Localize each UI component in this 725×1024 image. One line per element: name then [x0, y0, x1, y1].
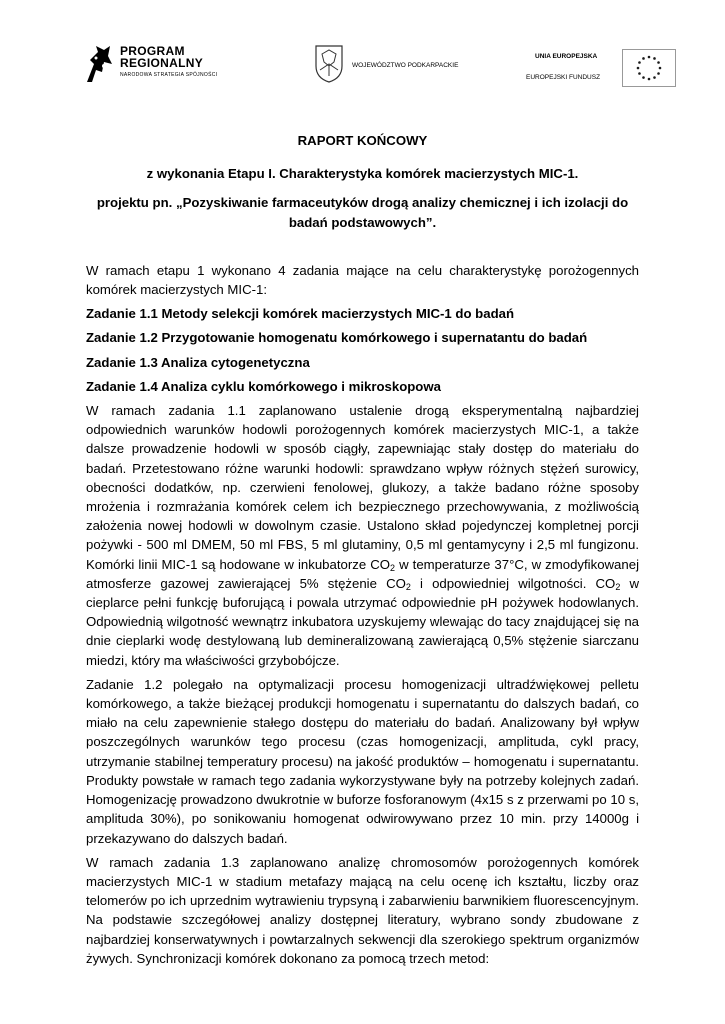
- paragraph-task-1-1: [86, 401, 639, 670]
- eu-star-icon: [659, 67, 662, 70]
- project-name: projektu pn. „Pozyskiwanie farmaceutyków drogą analizy chemicznej i ich izolacji do badań podstawowych”.: [96, 195, 629, 230]
- program-regionalny-wordmark: [120, 45, 203, 69]
- program-logo-line2: REGIONALNY: [120, 56, 204, 70]
- document-body: [86, 131, 639, 968]
- paragraph-text: w temperaturze 37°C, w zmodyfikowanej atmosferze gazowej zawierającej 5% stężenie CO: [86, 556, 639, 591]
- subscript: 2: [615, 581, 621, 592]
- eu-star-icon: [657, 61, 660, 64]
- intro-paragraph: W ramach etapu 1 wykonano 4 zadania mające na celu charakterystykę porożogennych komórek macierzystych MIC-1:: [86, 262, 639, 298]
- program-regionalny-logo: [84, 40, 234, 90]
- eu-star-icon: [648, 56, 651, 59]
- document-subtitle: z wykonania Etapu I. Charakterystyka komórek macierzystych MIC-1.: [146, 166, 579, 182]
- eu-star-icon: [648, 78, 651, 81]
- task-1-2: Zadanie 1.2 Przygotowanie homogenatu komórkowego i supernatantu do badań: [86, 330, 588, 346]
- paragraph-text: W ramach zadania 1.1 zaplanowano ustalenie drogą eksperymentalną najbardziej odpowiednich warunków hodowli porożogennych komórek macierzystych MIC-1, a także dalsze prowadzenie hodowli w sposób ciągły, zapewniając stały dostęp do materiału do badań. Przetestowano różne warunki hodowli: sprawdzano wpływ różnych stężeń surowicy, obecności dodatków, np. czerwieni fenolowej, glukozy, a także badano różne sposoby mrożenia i rozmrażania komórek celem ich bezpiecznego przechowywania, z możliwością założenia nowej hodowli w dowolnym czasie. Ustalono skład pojedynczej kompletnej porcji pożywki - 500 ml DMEM, 50 ml FBS, 5 ml glutaminy, 0,5 ml gentamycyny i 2,5 ml fungizonu. Komórki linii MIC-1 są hodowane w inkubatorze CO: [86, 403, 639, 572]
- eu-star-icon: [637, 67, 640, 70]
- eu-flag-icon: [622, 49, 676, 87]
- eu-label-bottom: EUROPEJSKI FUNDUSZ: [526, 74, 601, 81]
- eu-star-icon: [653, 76, 656, 79]
- coat-of-arms-icon: [314, 44, 344, 84]
- paragraph-task-1-2: Zadanie 1.2 polegało na optymalizacji procesu homogenizacji ultradźwiękowej pelletu komórkowego, a także bieżącej produkcji homogenatu i supernatantu do dalszych badań, co miało na celu zapewnienie stałego dostępu do materiału do badań. Analizowany był wpływ poszczególnych warunków tego procesu (czas homogenizacji, amplituda, cykl pracy, utrzymanie stabilnej temperatury procesu) na jakość produktów – homogenatu i supernatantu. Produkty powstałe w ramach tego zadania wykorzystywane były na potrzeby kolejnych zadań. Homogenizację prowadzono dwukrotnie w buforze fosforanowym (4x15 s z przerwami po 10 s, amplituda 30%), po sonikowaniu homogenat odwirowywano przez 10 min. przy 14000g i przekazywano do dalszych badań.: [86, 676, 639, 846]
- program-regionalny-emblem-icon: [84, 42, 114, 86]
- task-1-1: Zadanie 1.1 Metody selekcji komórek macierzystych MIC-1 do badań: [86, 306, 515, 322]
- paragraph-text: i odpowiedniej wilgotności. CO: [410, 575, 616, 591]
- task-1-4: Zadanie 1.4 Analiza cyklu komórkowego i mikroskopowa: [86, 378, 441, 394]
- page-header: [0, 0, 725, 100]
- region-label: WOJEWÓDZTWO PODKARPACKIE: [352, 62, 459, 69]
- eu-label-top: UNIA EUROPEJSKA: [535, 53, 598, 60]
- task-1-3: Zadanie 1.3 Analiza cytogenetyczna: [86, 354, 310, 370]
- eu-star-icon: [653, 57, 656, 60]
- program-logo-tagline: NARODOWA STRATEGIA SPÓJNOŚCI: [120, 72, 218, 78]
- eu-star-icon: [638, 72, 641, 75]
- wojewodztwo-logo: [314, 44, 484, 88]
- subscript: 2: [405, 581, 411, 592]
- eu-star-icon: [642, 57, 645, 60]
- paragraph-text: w cieplarce pełni funkcję buforującą i powala utrzymać odpowiednie pH pożywek hodowlanych. Odpowiednią wilgotność wewnątrz inkubatora uzyskujemy wlewając do tacy znajdującej się na dnie cieplarki wodę destylowaną lub demineralizowaną zawierającą 0,5% stężenie siarczanu miedzi, który ma właściwości grzybobójcze.: [86, 575, 639, 668]
- eu-star-icon: [638, 61, 641, 64]
- subscript: 2: [390, 562, 396, 573]
- paragraph-task-1-3: W ramach zadania 1.3 zaplanowano analizę chromosomów porożogennych komórek macierzystych MIC-1 w stadium metafazy mającą na celu ocenę ich kształtu, liczby oraz telomerów po ich uprzednim wytrawieniu trypsyną i zabarwieniu barwnikiem fluorescencyjnym. Na podstawie szczegółowej analizy dostępnej literatury, wybrano sondy zbudowane z najbardziej konserwatywnych i powtarzalnych sekwencji dla szerokiego spektrum organizmów żywych. Synchronizacji komórek dokonano za pomocą trzech metod:: [86, 854, 639, 966]
- document-title: RAPORT KOŃCOWY: [297, 133, 428, 148]
- program-logo-line1: PROGRAM: [120, 44, 185, 58]
- eu-star-icon: [657, 72, 660, 75]
- eu-star-icon: [642, 76, 645, 79]
